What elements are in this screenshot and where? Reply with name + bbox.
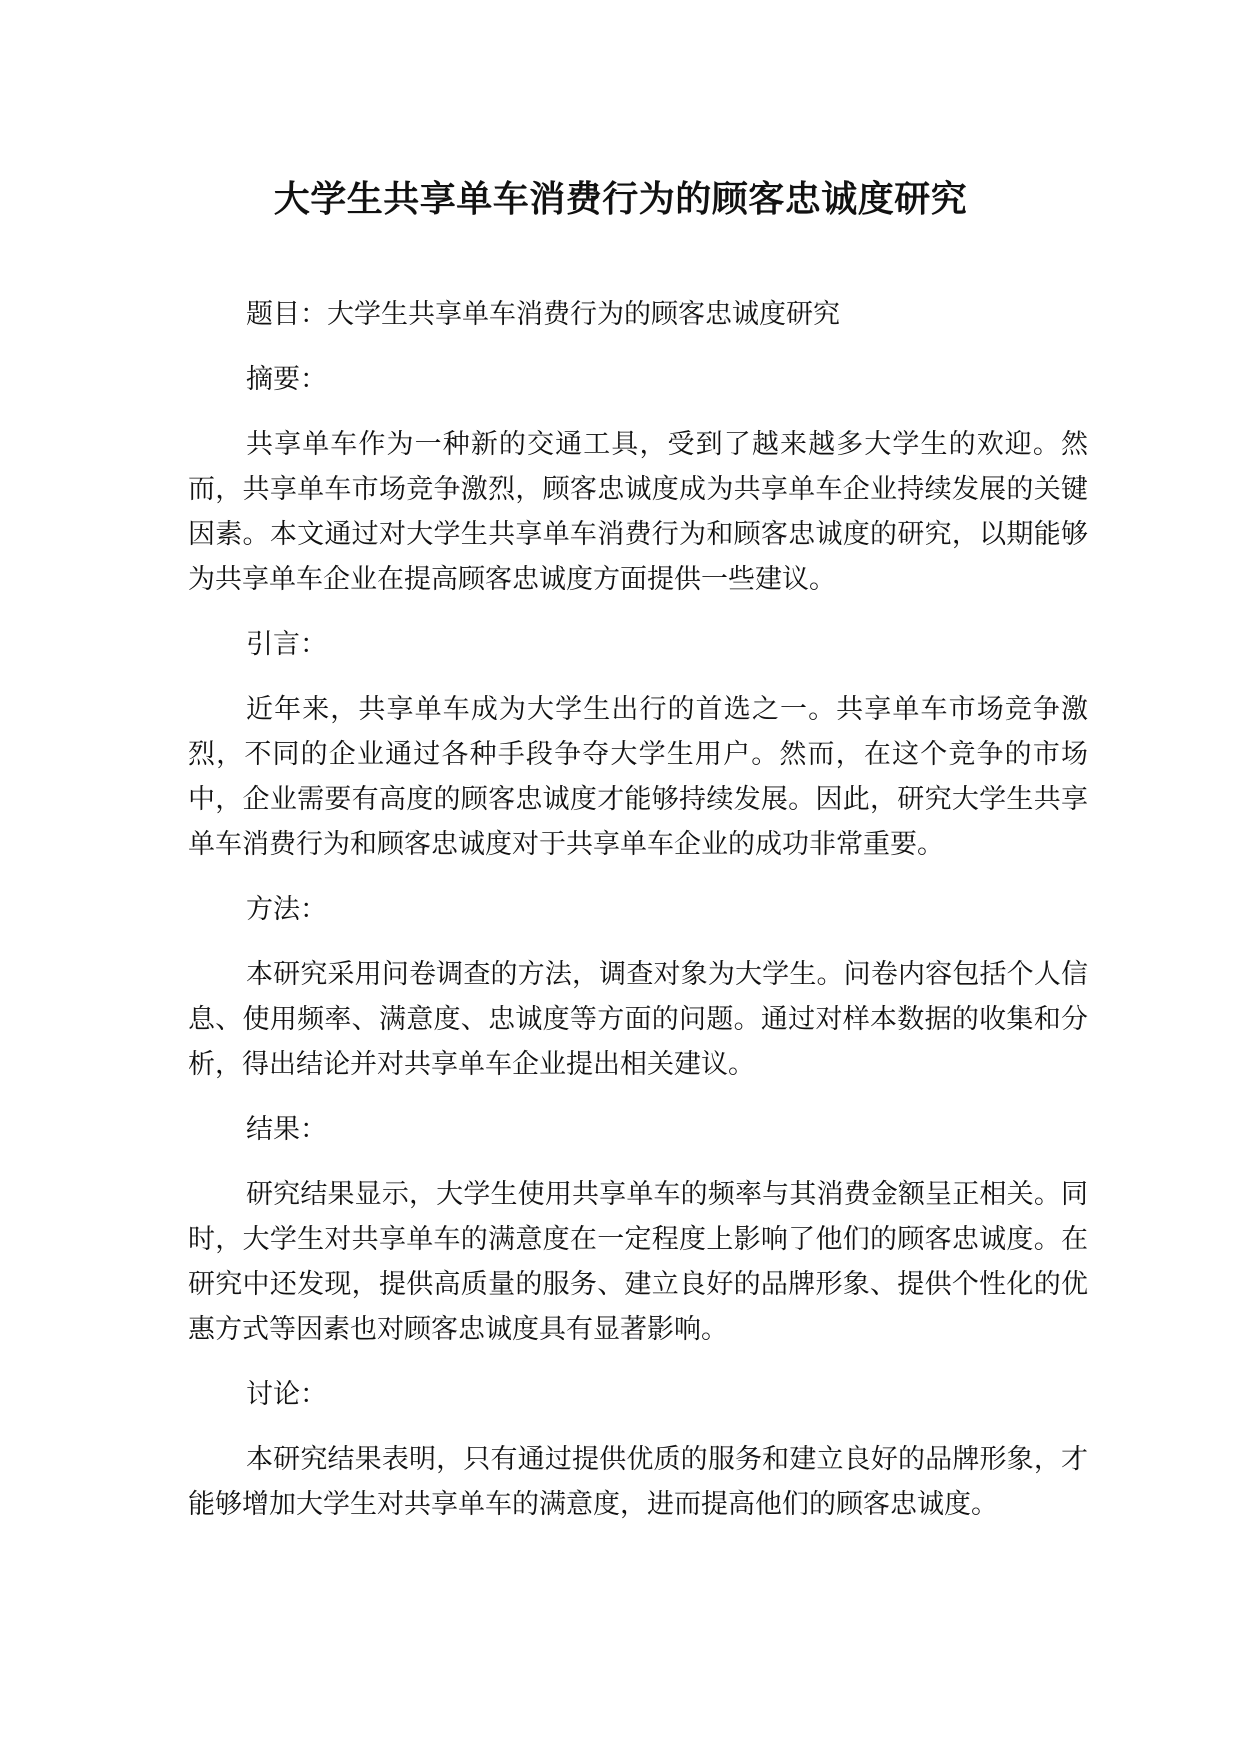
section-text-results: 研究结果显示，大学生使用共享单车的频率与其消费金额呈正相关。同时，大学生对共享单车的满意度在一定程度上影响了他们的顾客忠诚度。在研究中还发现，提供高质量的服务、建立良好的品牌形象、提供个性化的优惠方式等因素也对顾客忠诚度具有显著影响。 (188, 1179, 1088, 1345)
section-heading-results: 结果： (246, 1114, 327, 1145)
section-text-abstract: 共享单车作为一种新的交通工具，受到了越来越多大学生的欢迎。然而，共享单车市场竞争激烈，顾客忠诚度成为共享单车企业持续发展的关键因素。本文通过对大学生共享单车消费行为和顾客忠诚度的研究，以期能够为共享单车企业在提高顾客忠诚度方面提供一些建议。 (188, 429, 1088, 595)
section-text-introduction: 近年来，共享单车成为大学生出行的首选之一。共享单车市场竞争激烈，不同的企业通过各种手段争夺大学生用户。然而，在这个竞争的市场中，企业需要有高度的顾客忠诚度才能够持续发展。因此，研究大学生共享单车消费行为和顾客忠诚度对于共享单车企业的成功非常重要。 (188, 694, 1088, 860)
topic-line: 题目：大学生共享单车消费行为的顾客忠诚度研究 (246, 299, 840, 330)
document-title: 大学生共享单车消费行为的顾客忠诚度研究 (273, 179, 968, 220)
section-text-method: 本研究采用问卷调查的方法，调查对象为大学生。问卷内容包括个人信息、使用频率、满意度、忠诚度等方面的问题。通过对样本数据的收集和分析，得出结论并对共享单车企业提出相关建议。 (188, 959, 1088, 1080)
section-heading-discussion: 讨论： (246, 1379, 327, 1410)
document-body (188, 292, 1088, 1547)
section-text-discussion: 本研究结果表明，只有通过提供优质的服务和建立良好的品牌形象，才能够增加大学生对共享单车的满意度，进而提高他们的顾客忠诚度。 (188, 1444, 1088, 1520)
section-heading-method: 方法： (246, 894, 327, 925)
section-heading-abstract: 摘要： (246, 364, 327, 395)
section-heading-introduction: 引言： (246, 629, 327, 660)
